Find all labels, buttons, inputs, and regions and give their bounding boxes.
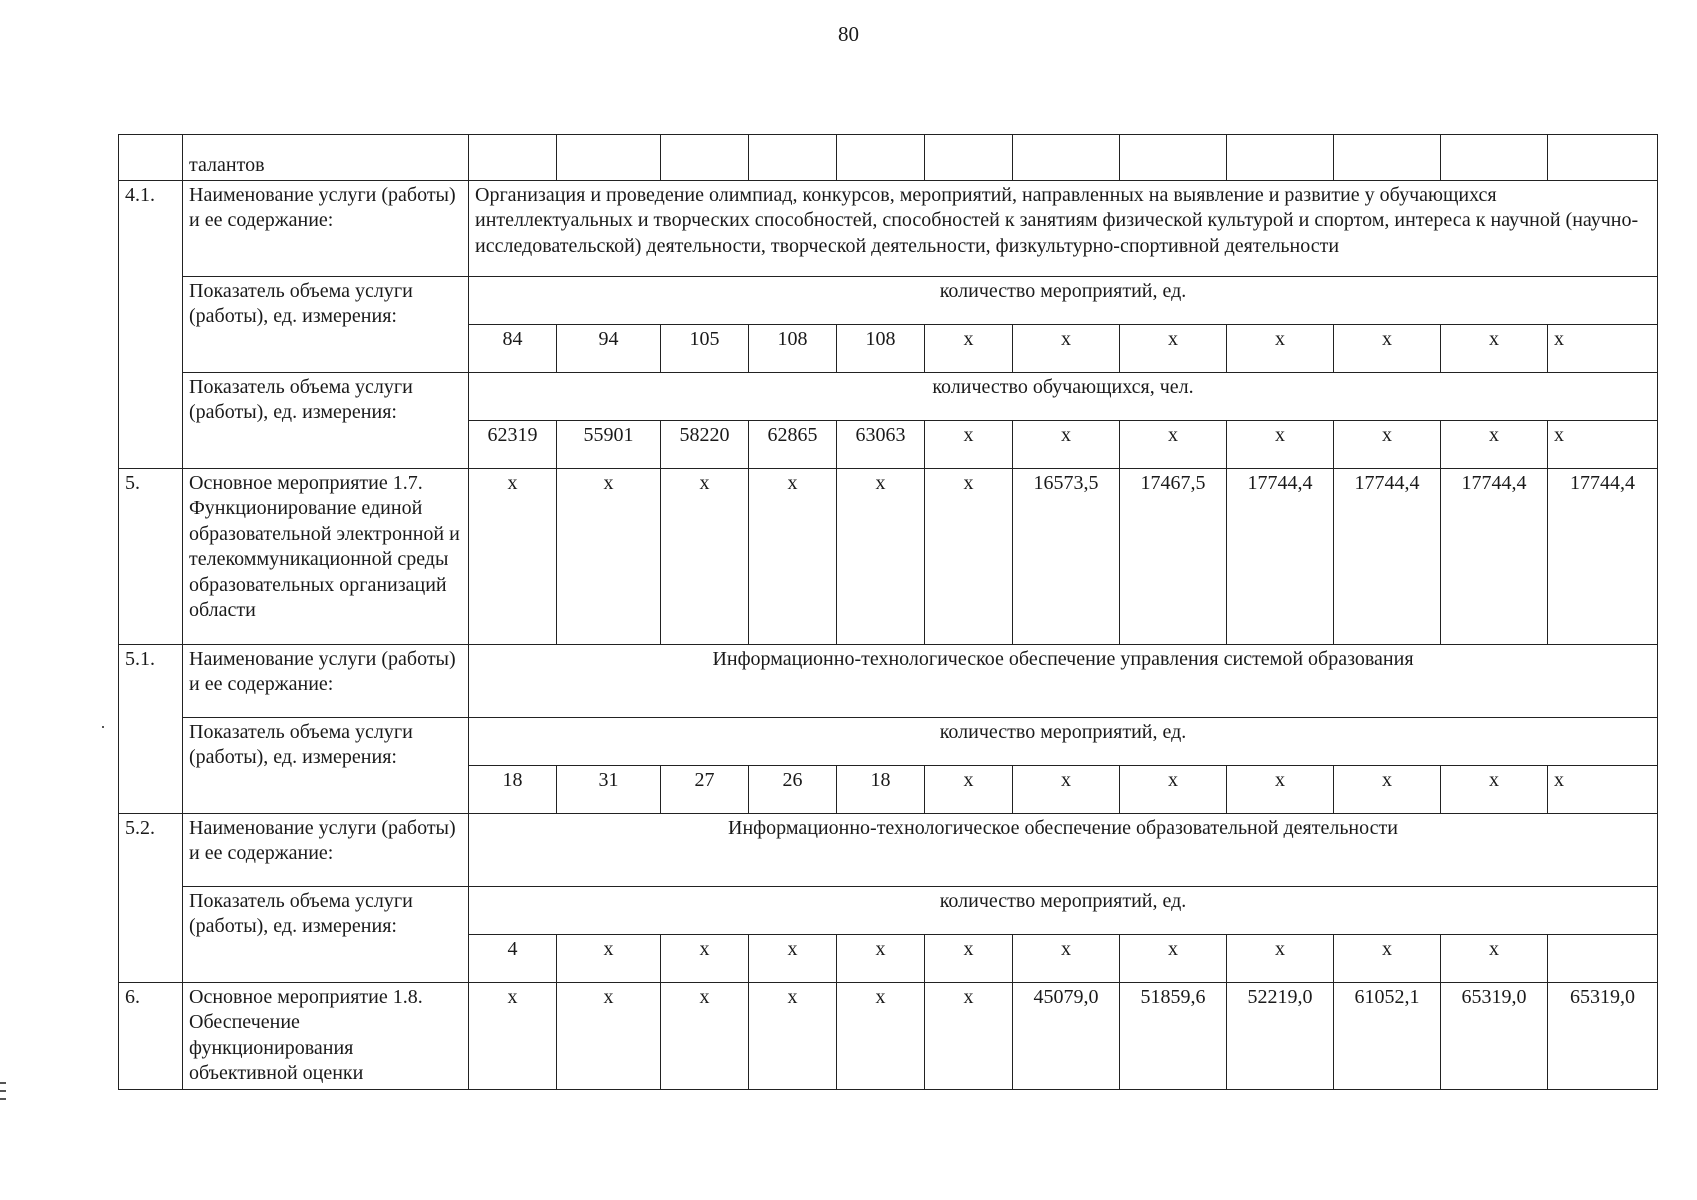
value-cell: x [1227, 935, 1334, 983]
value-cell: 62319 [469, 421, 557, 469]
value-cell: x [1227, 766, 1334, 814]
value-cell: x [837, 469, 925, 645]
value-cell: x [661, 469, 749, 645]
table-row-5 [119, 469, 1658, 645]
empty-cell [469, 135, 557, 181]
scan-artifact [0, 1082, 6, 1084]
indicator-unit: количество мероприятий, ед. [469, 277, 1658, 325]
table-row-5-2-ind-unit [119, 887, 1658, 935]
value-cell: x [1441, 325, 1548, 373]
value-cell: x [1013, 766, 1120, 814]
continuation-label: талантов [183, 135, 469, 181]
value-cell: 108 [749, 325, 837, 373]
num-cell [119, 135, 183, 181]
value-cell: x [1120, 935, 1227, 983]
empty-cell [1227, 135, 1334, 181]
service-name-label: Наименование услуги (работы) и ее содержание: [183, 181, 469, 277]
indicator-label: Показатель объема услуги (работы), ед. измерения: [183, 887, 469, 983]
value-cell: x [1334, 325, 1441, 373]
value-cell: x [1441, 766, 1548, 814]
value-cell [1548, 935, 1658, 983]
row-number: 5.1. [119, 645, 183, 814]
value-cell: x [749, 469, 837, 645]
value-cell: x [1227, 325, 1334, 373]
empty-cell [1013, 135, 1120, 181]
value-cell: x [1120, 421, 1227, 469]
value-cell: 16573,5 [1013, 469, 1120, 645]
value-cell: 45079,0 [1013, 983, 1120, 1090]
empty-cell [837, 135, 925, 181]
value-cell: 17467,5 [1120, 469, 1227, 645]
service-name-value: Информационно-технологическое обеспечение управления системой образования [469, 645, 1658, 718]
activity-label: Основное мероприятие 1.8. Обеспечение функционирования объективной оценки [183, 983, 469, 1090]
value-cell: x [1334, 421, 1441, 469]
service-name-label: Наименование услуги (работы) и ее содержание: [183, 645, 469, 718]
value-cell: x [749, 935, 837, 983]
value-cell: x [1013, 935, 1120, 983]
empty-cell [925, 135, 1013, 181]
value-cell: 52219,0 [1227, 983, 1334, 1090]
value-cell: 94 [557, 325, 661, 373]
value-cell: 27 [661, 766, 749, 814]
indicator-unit: количество мероприятий, ед. [469, 718, 1658, 766]
table-row-4-1-name [119, 181, 1658, 277]
value-cell: 26 [749, 766, 837, 814]
value-cell: x [1441, 935, 1548, 983]
value-cell: x [661, 935, 749, 983]
value-cell: x [749, 983, 837, 1090]
value-cell: 63063 [837, 421, 925, 469]
indicator-unit: количество мероприятий, ед. [469, 887, 1658, 935]
value-cell: x [1548, 325, 1658, 373]
value-cell: 31 [557, 766, 661, 814]
value-cell: x [925, 325, 1013, 373]
indicator-label: Показатель объема услуги (работы), ед. измерения: [183, 277, 469, 373]
table-row-6 [119, 983, 1658, 1090]
value-cell: x [925, 983, 1013, 1090]
empty-cell [1441, 135, 1548, 181]
value-cell: x [1334, 766, 1441, 814]
table-row-5-1-ind-unit [119, 718, 1658, 766]
value-cell: x [837, 983, 925, 1090]
service-name-value: Информационно-технологическое обеспечение образовательной деятельности [469, 814, 1658, 887]
scan-artifact [102, 726, 104, 728]
scan-artifact [0, 1098, 6, 1100]
value-cell: x [557, 469, 661, 645]
value-cell: x [1120, 325, 1227, 373]
row-number: 4.1. [119, 181, 183, 469]
value-cell: 4 [469, 935, 557, 983]
empty-cell [1334, 135, 1441, 181]
value-cell: x [661, 983, 749, 1090]
value-cell: x [1013, 421, 1120, 469]
row-number: 6. [119, 983, 183, 1090]
value-cell: 105 [661, 325, 749, 373]
empty-cell [749, 135, 837, 181]
row-number: 5.2. [119, 814, 183, 983]
value-cell: 17744,4 [1548, 469, 1658, 645]
indicator-unit: количество обучающихся, чел. [469, 373, 1658, 421]
value-cell: x [557, 983, 661, 1090]
value-cell: x [469, 983, 557, 1090]
indicator-label: Показатель объема услуги (работы), ед. измерения: [183, 373, 469, 469]
empty-cell [557, 135, 661, 181]
value-cell: 51859,6 [1120, 983, 1227, 1090]
empty-cell [661, 135, 749, 181]
empty-cell [1548, 135, 1658, 181]
table-row-5-1-name [119, 645, 1658, 718]
value-cell: x [925, 935, 1013, 983]
value-cell: x [925, 421, 1013, 469]
value-cell: 62865 [749, 421, 837, 469]
value-cell: 61052,1 [1334, 983, 1441, 1090]
value-cell: 65319,0 [1548, 983, 1658, 1090]
value-cell: x [557, 935, 661, 983]
value-cell: x [925, 766, 1013, 814]
table-row-4-1-ind1-unit [119, 277, 1658, 325]
scan-artifact [0, 1090, 6, 1092]
value-cell: 84 [469, 325, 557, 373]
value-cell: 58220 [661, 421, 749, 469]
value-cell: x [925, 469, 1013, 645]
row-number: 5. [119, 469, 183, 645]
service-name-label: Наименование услуги (работы) и ее содержание: [183, 814, 469, 887]
table-row-4-1-ind2-unit [119, 373, 1658, 421]
value-cell: 55901 [557, 421, 661, 469]
indicator-label: Показатель объема услуги (работы), ед. измерения: [183, 718, 469, 814]
value-cell: 18 [837, 766, 925, 814]
value-cell: x [837, 935, 925, 983]
value-cell: 17744,4 [1334, 469, 1441, 645]
value-cell: 108 [837, 325, 925, 373]
value-cell: 17744,4 [1441, 469, 1548, 645]
value-cell: x [469, 469, 557, 645]
activity-label: Основное мероприятие 1.7. Функционирование единой образовательной электронной и телекоммуникационной среды образовательных организаций области [183, 469, 469, 645]
empty-cell [1120, 135, 1227, 181]
service-name-value: Организация и проведение олимпиад, конкурсов, мероприятий, направленных на выявление и развитие у обучающихся интеллектуальных и творческих способностей, способностей к занятиям физической культурой и спортом, интереса к научной (научно-исследовательской) деятельности, творческой деятельности, физкультурно-спортивной деятельности [469, 181, 1658, 277]
value-cell: x [1441, 421, 1548, 469]
table-row-continuation [119, 135, 1658, 181]
value-cell: 17744,4 [1227, 469, 1334, 645]
program-table [118, 134, 1658, 1090]
value-cell: 18 [469, 766, 557, 814]
value-cell: x [1013, 325, 1120, 373]
value-cell: 65319,0 [1441, 983, 1548, 1090]
value-cell: x [1227, 421, 1334, 469]
value-cell: x [1334, 935, 1441, 983]
table-row-5-2-name [119, 814, 1658, 887]
value-cell: x [1548, 766, 1658, 814]
page-number: 80 [838, 22, 859, 46]
value-cell: x [1120, 766, 1227, 814]
value-cell: x [1548, 421, 1658, 469]
